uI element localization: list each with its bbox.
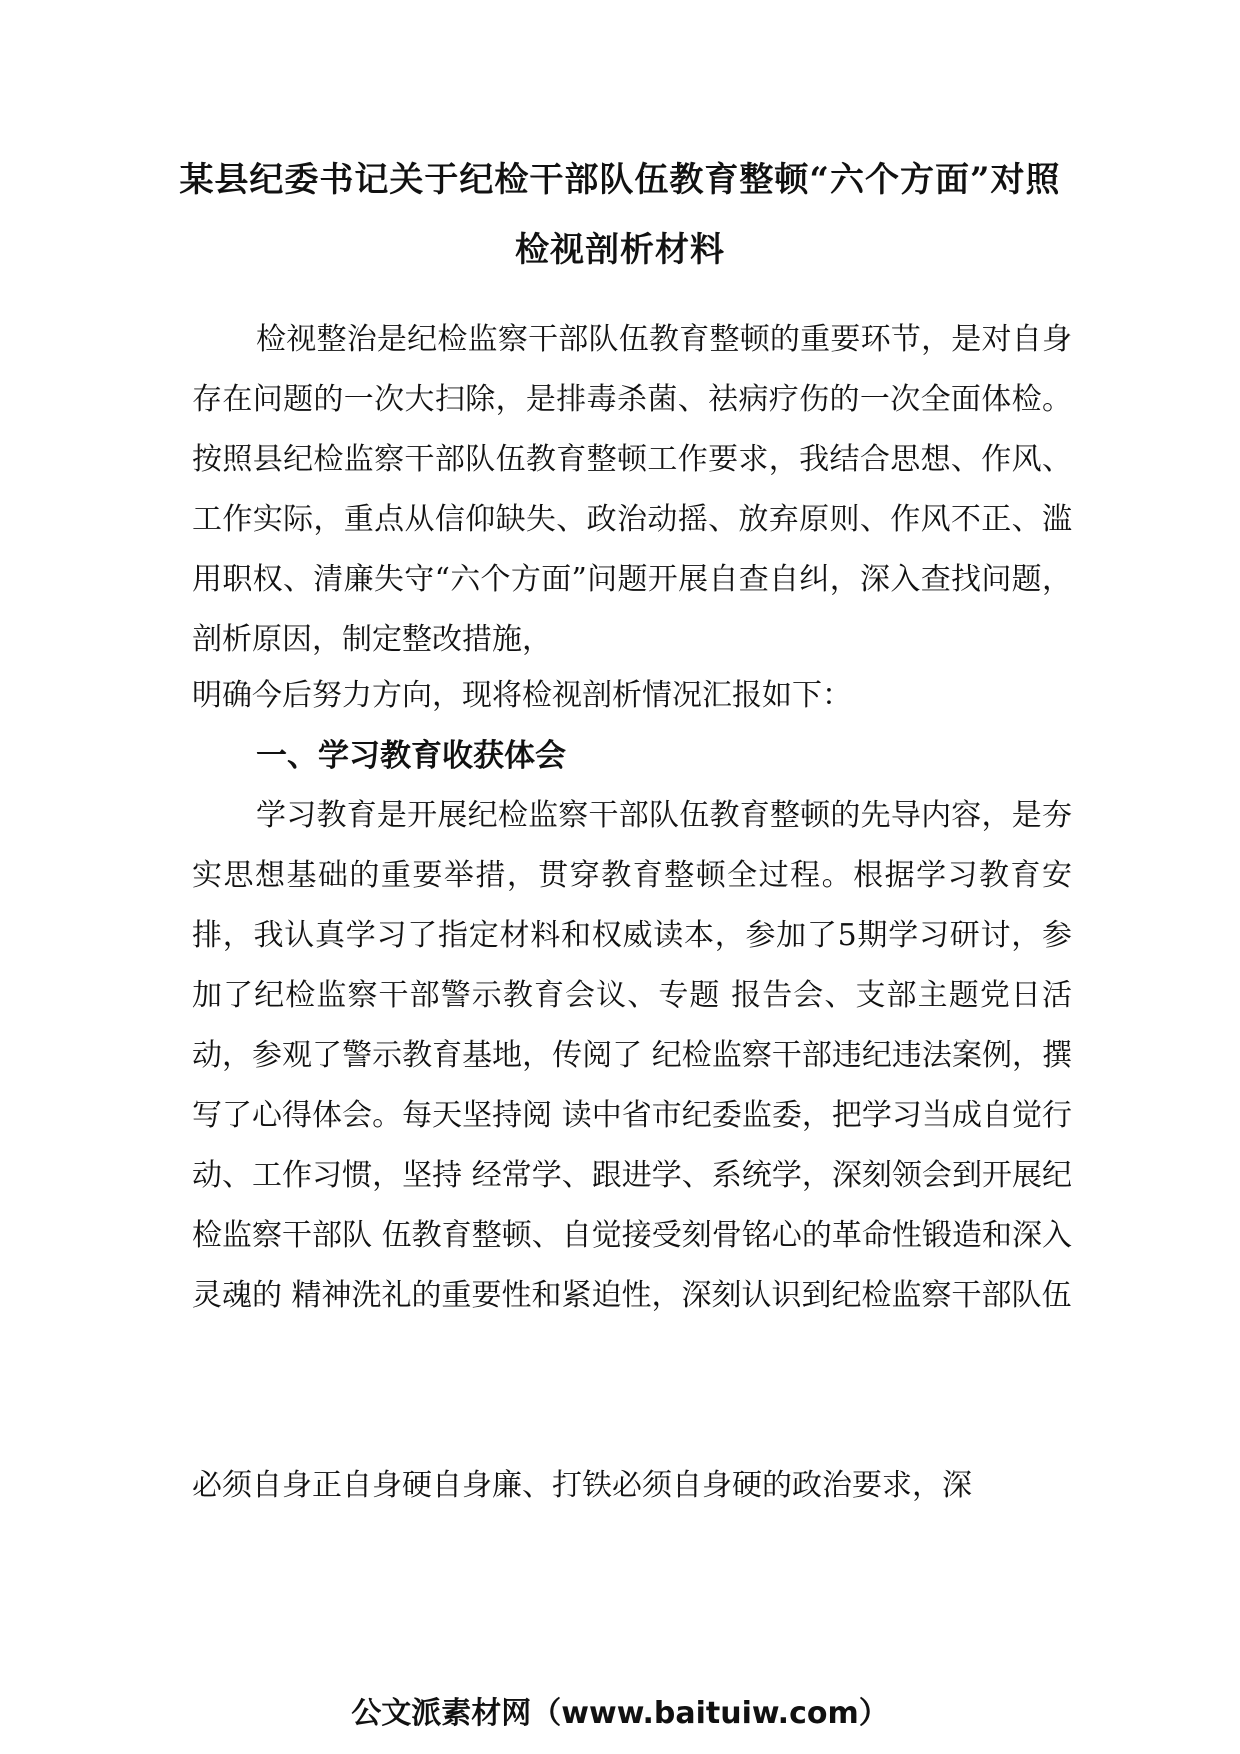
footer-watermark: 公文派素材网（www.baituiw.com） xyxy=(351,1696,889,1731)
document-title-line-2: 检视剖析材料 xyxy=(515,230,725,270)
intro-paragraph: 检视整治是纪检监察干部队伍教育整顿的重要环节，是对自身存在问题的一次大扫除，是排毒杀菌、祛病疗伤的一次全面体检。按照县纪检监察干部队伍教育整顿工作要求，我结合思想、作风、工作实际，重点从信仰缺失、政治动摇、放弃原则、作风不正、滥用职权、清廉失守“六个方面”问题开展自查自纠，深入查找问题，剖析原因，制定整改措施， xyxy=(192,322,1072,657)
section-1-paragraph: 学习教育是开展纪检监察干部队伍教育整顿的先导内容，是夯实思想基础的重要举措，贯穿教育整顿全过程。根据学习教育安排，我认真学习了指定材料和权威读本，参加了5期学习研讨，参加了纪检监察干部警示教育会议、专题 报告会、支部主题党日活动，参观了警示教育基地，传阅了 纪检监察干部违纪违法案例，撰写了心得体会。每天坚持阅 读中省市纪委监委，把学习当成自觉行动、工作习惯，坚持 经常学、跟进学、系统学，深刻领会到开展纪检监察干部队 伍教育整顿、自觉接受刻骨铭心的革命性锻造和深入灵魂的 精神洗礼的重要性和紧迫性，深刻认识到纪检监察干部队伍 xyxy=(192,798,1072,1313)
section-1-paragraph-continuation: 必须自身正自身硬自身廉、打铁必须自身硬的政治要求，深 xyxy=(192,1468,972,1503)
document-title-line-1: 某县纪委书记关于纪检干部队伍教育整顿“六个方面”对照 xyxy=(179,160,1061,200)
section-1-heading: 一、学习教育收获体会 xyxy=(256,738,566,774)
intro-paragraph-continuation: 明确今后努力方向，现将检视剖析情况汇报如下： xyxy=(192,678,852,713)
